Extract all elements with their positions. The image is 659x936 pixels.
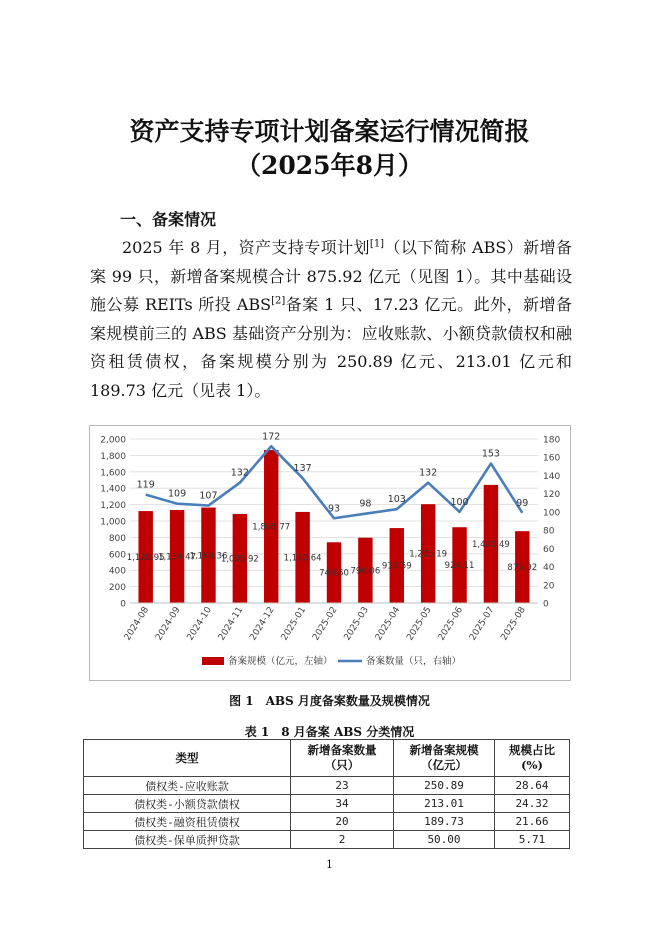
line-value-label: 137 — [293, 463, 312, 475]
table-caption: 表 1 8 月备案 ABS 分类情况 — [244, 725, 415, 739]
cell-amount: 50.00 — [394, 831, 495, 849]
line-value-label: 172 — [262, 431, 281, 443]
cell-share: 28.64 — [495, 777, 570, 795]
right-axis-tick-label: 40 — [543, 563, 555, 574]
bar-value-label: 1,205.19 — [409, 549, 448, 560]
right-axis-tick-label: 140 — [543, 471, 561, 482]
cell-type: 债权类-应收账款 — [84, 777, 291, 795]
left-axis-tick-label: 1,800 — [100, 451, 126, 462]
header-amount: 新增备案规模 （亿元） — [394, 740, 495, 777]
left-axis-tick-label: 400 — [108, 566, 126, 577]
line-value-label: 103 — [387, 494, 406, 506]
bar-value-label: 913.59 — [381, 561, 412, 572]
line-value-label: 98 — [359, 498, 372, 510]
cell-share: 21.66 — [495, 813, 570, 831]
table-row — [84, 831, 570, 849]
report-title: 资产支持专项计划备案运行情况简报 — [129, 117, 530, 146]
page-number: 1 — [326, 858, 333, 871]
x-axis-category-label: 2024-09 — [154, 605, 183, 643]
left-axis-tick-label: 1,000 — [100, 517, 126, 528]
line-value-label: 153 — [481, 448, 500, 460]
cell-type: 债权类-保单质押贷款 — [84, 831, 291, 849]
table-row — [84, 813, 570, 831]
body-paragraph — [90, 234, 572, 406]
x-axis-category-label: 2025-06 — [436, 605, 466, 643]
legend-bar-swatch — [202, 657, 224, 665]
x-axis-category-label: 2025-03 — [342, 605, 371, 643]
right-axis-tick-label: 100 — [543, 508, 561, 519]
line-value-label: 132 — [419, 467, 438, 479]
right-axis-tick-label: 60 — [543, 544, 555, 555]
cell-share: 24.32 — [495, 795, 570, 813]
x-axis-category-label: 2025-04 — [373, 605, 403, 643]
bar-value-label: 1,120.95 — [126, 553, 165, 564]
abs-category-table — [83, 739, 570, 849]
left-axis-tick-label: 2,000 — [100, 435, 126, 446]
report-subtitle-date: （2025年8月） — [236, 151, 423, 180]
cell-count: 34 — [291, 795, 394, 813]
line-value-label: 119 — [136, 479, 155, 491]
x-axis-category-label: 2024-12 — [248, 605, 277, 643]
x-axis-category-label: 2024-11 — [216, 605, 246, 643]
table-header-row — [84, 740, 570, 777]
bar-value-label: 1,134.47 — [158, 552, 197, 563]
x-axis-category-label: 2025-08 — [499, 605, 528, 643]
bar-value-label: 1,440.49 — [471, 539, 510, 550]
header-share: 规模占比 (%) — [495, 740, 570, 777]
cell-count: 23 — [291, 777, 394, 795]
cell-type: 债权类-小额贷款债权 — [84, 795, 291, 813]
x-axis-category-label: 2024-08 — [122, 605, 152, 643]
line-value-label: 99 — [516, 497, 529, 509]
line-value-label: 100 — [450, 496, 469, 508]
legend-bar-label: 备案规模（亿元，左轴） — [228, 656, 333, 667]
x-axis-category-label: 2025-02 — [311, 605, 340, 643]
cell-share: 5.71 — [495, 831, 570, 849]
cell-amount: 189.73 — [394, 813, 495, 831]
bar-value-label: 875.92 — [507, 563, 538, 574]
right-axis-tick-label: 0 — [543, 599, 549, 610]
bar-value-label: 740.60 — [319, 568, 349, 579]
bar-value-label: 1,164.36 — [189, 551, 228, 562]
figure-caption: 图 1 ABS 月度备案数量及规模情况 — [229, 694, 430, 708]
bar-value-label: 1,865.77 — [252, 522, 291, 533]
line-value-label: 132 — [230, 467, 249, 479]
left-axis-tick-label: 1,600 — [100, 468, 126, 479]
para-text-3: 备案 1 只、17.23 亿元。此外，新增备案规模前三的 ABS 基础资产分别为：应收账款、小额贷款债权和融资租赁债权，备案规模分别为 250.89 亿元、213.01 亿元和 189.73 亿元（见表 1）。 — [90, 295, 572, 400]
left-axis-tick-label: 200 — [108, 583, 126, 594]
abs-monthly-chart — [89, 425, 571, 681]
line-value-label: 109 — [168, 488, 187, 500]
line-value-label: 107 — [199, 490, 218, 502]
line-value-label: 93 — [327, 503, 341, 515]
footnote-ref-2[interactable]: [2] — [271, 295, 286, 307]
chart-svg — [90, 426, 570, 680]
right-axis-tick-label: 80 — [543, 526, 555, 537]
cell-count: 2 — [291, 831, 394, 849]
right-axis-tick-label: 180 — [543, 435, 561, 446]
header-type: 类型 — [84, 740, 291, 777]
bar-value-label: 924.11 — [444, 561, 475, 572]
footnote-ref-1[interactable]: [1] — [369, 238, 385, 250]
bar-value-label: 796.06 — [350, 566, 381, 577]
right-axis-tick-label: 120 — [543, 490, 561, 501]
right-axis-tick-label: 160 — [543, 453, 561, 464]
x-axis-category-label: 2024-10 — [185, 605, 215, 643]
x-axis-category-label: 2025-01 — [279, 605, 309, 643]
bar-value-label: 1,110.64 — [283, 553, 322, 564]
left-axis-tick-label: 0 — [120, 599, 126, 610]
para-text-2: （以下简称 ABS）新增备案 99 只，新增备案规模合计 875.92 亿元（见图 1）。其中基础设施公募 REITs 所投 ABS — [90, 238, 572, 315]
cell-count: 20 — [291, 813, 394, 831]
table-row — [84, 795, 570, 813]
left-axis-tick-label: 600 — [108, 550, 126, 561]
cell-type: 债权类-融资租赁债权 — [84, 813, 291, 831]
left-axis-tick-label: 1,200 — [100, 501, 126, 512]
left-axis-tick-label: 800 — [108, 533, 126, 544]
header-count: 新增备案数量 （只） — [291, 740, 394, 777]
right-axis-tick-label: 20 — [543, 581, 555, 592]
section-heading: 一、备案情况 — [120, 210, 217, 229]
x-axis-category-label: 2025-05 — [405, 605, 434, 643]
table-row — [84, 777, 570, 795]
legend-line-label: 备案数量（只，右轴） — [366, 656, 462, 667]
cell-amount: 213.01 — [394, 795, 495, 813]
x-axis-category-label: 2025-07 — [468, 605, 497, 643]
para-text-1: 2025 年 8 月，资产支持专项计划 — [122, 238, 370, 257]
cell-amount: 250.89 — [394, 777, 495, 795]
left-axis-tick-label: 1,400 — [100, 484, 126, 495]
bar-value-label: 1,085.92 — [220, 554, 259, 565]
